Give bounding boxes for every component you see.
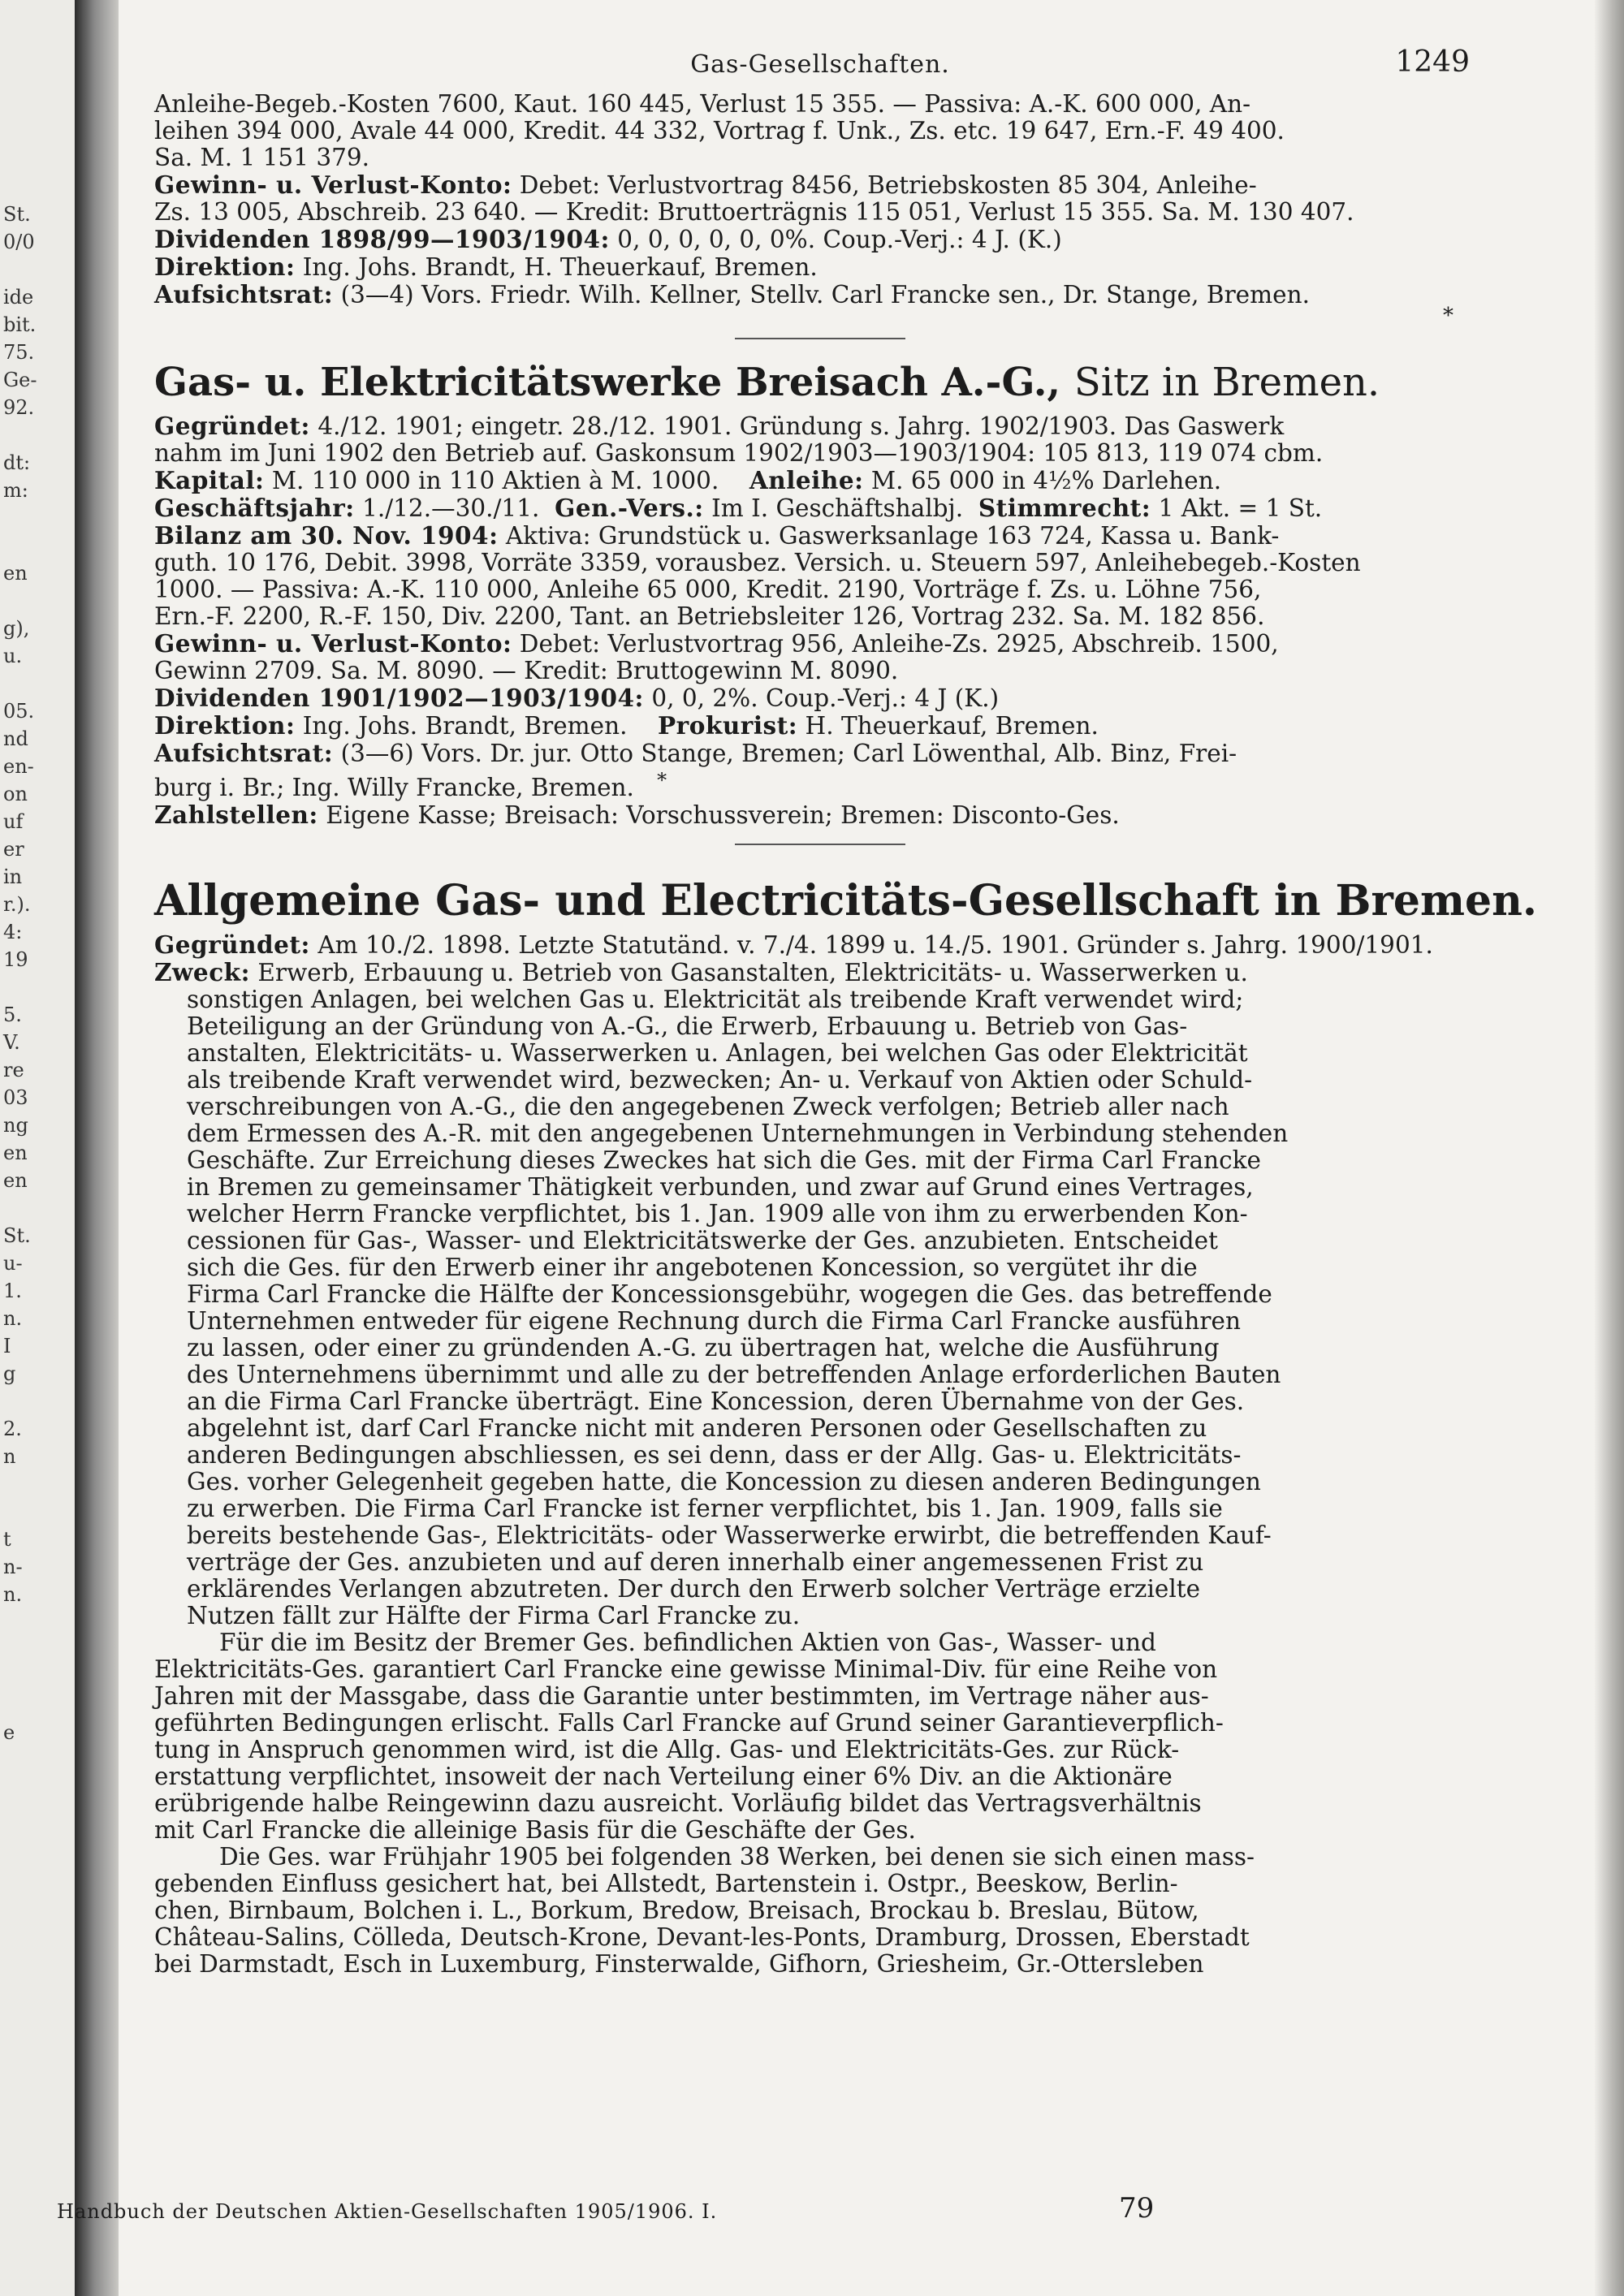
gewinn-text: Debet: Verlustvortrag 956, Anleihe-Zs. 2925, Abschreib. 1500,	[519, 630, 1279, 658]
text-line: Beteiligung an der Gründung von A.-G., die Erwerb, Erbauung u. Betrieb von Gas-	[187, 1012, 1188, 1040]
entry2-title	[154, 359, 1486, 406]
facing-page-fragment-text: Ge-	[3, 369, 37, 391]
facing-page-fragment-text: re	[3, 1059, 24, 1081]
facing-page-fragment-text: 4:	[3, 921, 23, 943]
entry1-gewinn-cont: Zs. 13 005, Abschreib. 23 640. — Kredit: Bruttoerträgnis 115 051, Verlust 15 355. Sa. M. 130 407.	[154, 198, 1354, 226]
entry3-paragraph-2	[154, 1629, 1486, 1844]
entry1-balance-lines	[154, 91, 1486, 171]
footer-title: Handbuch der Deutschen Aktien-Gesellschaften 1905/1906. I.	[57, 2200, 718, 2223]
text-line: Firma Carl Francke die Hälfte der Koncessionsgebühr, wogegen die Ges. das betreffende	[187, 1280, 1272, 1308]
zweck-body	[154, 986, 1486, 1629]
facing-page-fragment-text: 05.	[3, 700, 35, 723]
text-line: Sa. M. 1 151 379.	[154, 144, 370, 171]
facing-page-fragment-text: 2.	[3, 1418, 22, 1440]
zahlstellen-label: Zahlstellen:	[154, 800, 318, 829]
text-line: Anleihe-Begeb.-Kosten 7600, Kaut. 160 445, Verlust 15 355. — Passiva: A.-K. 600 000, An-	[154, 90, 1251, 118]
entry3-title: Allgemeine Gas- und Electricitäts-Gesellschaft in Bremen.	[154, 875, 1537, 926]
facing-page-fragment-text: dt:	[3, 451, 31, 474]
entry1-direktion	[154, 253, 1486, 281]
text-line: verschreibungen von A.-G., die den angegebenen Zweck verfolgen; Betrieb aller nach	[187, 1092, 1229, 1120]
entry2-gegruendet	[154, 412, 1486, 440]
section-divider	[735, 844, 905, 845]
facing-page-fragment-text: n-	[3, 1556, 23, 1578]
facing-page-fragment-text: n.	[3, 1307, 23, 1330]
geschaeftsjahr-label: Geschäftsjahr:	[154, 494, 355, 522]
text-line: anstalten, Elektricitäts- u. Wasserwerken u. Anlagen, bei welchen Gas oder Elektricität	[187, 1038, 1248, 1067]
text-line: abgelehnt ist, darf Carl Francke nicht mit anderen Personen oder Gesellschaften zu	[187, 1413, 1207, 1442]
genvers-text: Im I. Geschäftshalbj.	[711, 494, 964, 522]
entry2-star: *	[657, 769, 667, 792]
entry2-bilanz-line: guth. 10 176, Debit. 3998, Vorräte 3359, vorausbez. Versich. u. Steuern 597, Anleihebegeb.-Kosten	[154, 549, 1361, 576]
text-line: des Unternehmens übernimmt und alle zu der betreffenden Anlage erforderlichen Bauten	[187, 1360, 1281, 1388]
text-line: als treibende Kraft verwendet wird, bezwecken; An- u. Verkauf von Aktien oder Schuld-	[187, 1065, 1253, 1094]
text-line: Unternehmen entweder für eigene Rechnung durch die Firma Carl Francke ausführen	[187, 1306, 1241, 1335]
entry3-gegruendet	[154, 931, 1486, 959]
entry2-bilanz	[154, 522, 1486, 550]
entry2-aufsichtsrat	[154, 740, 1486, 767]
text-line: chen, Birnbaum, Bolchen i. L., Borkum, Bredow, Breisach, Brockau b. Breslau, Bütow,	[154, 1896, 1199, 1924]
kapital-label: Kapital:	[154, 466, 265, 494]
facing-page-fragment-text: I	[3, 1335, 11, 1357]
bilanz-first: Aktiva: Grundstück u. Gaswerksanlage 163 724, Kassa u. Bank-	[505, 522, 1280, 550]
facing-page-fragment-text: 19	[3, 948, 28, 971]
direktion-label: Direktion:	[154, 711, 296, 740]
text-line: zu lassen, oder einer zu gründenden A.-G. zu übertragen hat, welche die Ausführung	[187, 1333, 1220, 1362]
running-title: Gas-Gesellschaften.	[690, 50, 950, 79]
facing-page-fragment-text: en	[3, 1169, 28, 1192]
text-line: zu erwerben. Die Firma Carl Francke ist ferner verpflichtet, bis 1. Jan. 1909, falls sie	[187, 1494, 1223, 1522]
direktion-text: Ing. Johs. Brandt, Bremen.	[302, 712, 628, 740]
facing-page-fragment-text: n	[3, 1445, 16, 1468]
facing-page-fragment-text: 0/0	[3, 231, 35, 253]
facing-page-fragment-text: en	[3, 562, 28, 585]
signature-number: 79	[1119, 2192, 1155, 2225]
dividenden-text: 0, 0, 0, 0, 0, 0%. Coup.-Verj.: 4 J. (K.)	[617, 226, 1062, 253]
facing-page-fragment-text: ng	[3, 1114, 28, 1137]
facing-page-fragment-text: en-	[3, 755, 34, 778]
text-line: Für die im Besitz der Bremer Ges. befindlichen Aktien von Gas-, Wasser- und	[219, 1628, 1156, 1656]
facing-page-fragment-text: on	[3, 783, 28, 805]
page-number: 1249	[1395, 45, 1470, 79]
aufsichtsrat-label: Aufsichtsrat:	[154, 280, 334, 309]
kapital-text: M. 110 000 in 110 Aktien à M. 1000.	[271, 467, 719, 494]
entry1-gewinn	[154, 171, 1486, 199]
stimmrecht-text: 1 Akt. = 1 St.	[1158, 494, 1323, 522]
facing-page-fragment-text: uf	[3, 810, 24, 833]
entry2-title-sitz: Sitz in Bremen.	[1073, 360, 1380, 405]
facing-page-fragment	[0, 0, 75, 2296]
facing-page-fragment-text: m:	[3, 479, 28, 502]
text-line: sich die Ges. für den Erwerb einer ihr angebotenen Koncession, so vergütet ihr die	[187, 1253, 1198, 1281]
text-line: anderen Bedingungen abschliessen, es sei denn, dass er der Allg. Gas- u. Elektricitäts-	[187, 1440, 1242, 1469]
facing-page-fragment-text: V.	[3, 1031, 20, 1054]
text-line: gebenden Einfluss gesichert hat, bei Allstedt, Bartenstein i. Ostpr., Beeskow, Berlin-	[154, 1869, 1178, 1897]
facing-page-fragment-text: nd	[3, 727, 28, 750]
facing-page-fragment-text: St.	[3, 203, 31, 226]
text-line: cessionen für Gas-, Wasser- und Elektricitätswerke der Ges. anzubieten. Entscheidet	[187, 1226, 1218, 1254]
entry-continuation	[154, 90, 1486, 328]
facing-page-fragment-text: en	[3, 1142, 28, 1164]
facing-page-fragment-text: r.).	[3, 893, 31, 916]
facing-page-fragment-text: g),	[3, 617, 30, 640]
text-line: Jahren mit der Massgabe, dass die Garantie unter bestimmten, im Vertrage näher aus-	[154, 1681, 1209, 1710]
anleihe-text: M. 65 000 in 4½% Darlehen.	[870, 467, 1222, 494]
running-head	[154, 42, 1486, 91]
facing-page-fragment-text: e	[3, 1721, 15, 1744]
facing-page-fragment-text: n.	[3, 1583, 23, 1606]
aufsichtsrat-cont-text: burg i. Br.; Ing. Willy Francke, Bremen.	[154, 773, 634, 801]
text-line: Geschäfte. Zur Erreichung dieses Zweckes hat sich die Ges. mit der Firma Carl Francke	[187, 1146, 1261, 1174]
text-line: sonstigen Anlagen, bei welchen Gas u. Elektricität als treibende Kraft verwendet wird;	[187, 985, 1244, 1013]
facing-page-fragment-text: 1.	[3, 1280, 22, 1302]
entry2-aufsichtsrat-cont	[154, 767, 1486, 801]
facing-page-fragment-text: bit.	[3, 313, 37, 336]
aufsichtsrat-text: (3—4) Vors. Friedr. Wilh. Kellner, Stellv. Carl Francke sen., Dr. Stange, Bremen.	[340, 281, 1310, 309]
facing-page-fragment-text: 75.	[3, 341, 35, 364]
entry2-gegruendet-cont: nahm im Juni 1902 den Betrieb auf. Gaskonsum 1902/1903—1903/1904: 105 813, 119 074 cbm.	[154, 439, 1324, 467]
text-line: dem Ermessen des A.-R. mit den angegebenen Unternehmungen in Verbindung stehenden	[187, 1119, 1289, 1147]
text-line: bereits bestehende Gas-, Elektricitäts- oder Wasserwerke erwirbt, die betreffenden Kauf-	[187, 1521, 1272, 1549]
facing-page-fragment-text: u-	[3, 1252, 23, 1275]
text-line: an die Firma Carl Francke überträgt. Eine Koncession, deren Übernahme von der Ges.	[187, 1387, 1245, 1415]
entry2-dividenden	[154, 684, 1486, 712]
entry-breisach	[154, 359, 1486, 829]
entry2-direktion	[154, 712, 1486, 740]
facing-page-fragment-text: ide	[3, 286, 34, 309]
facing-page-fragment-text: t	[3, 1528, 11, 1551]
entry2-bilanz-line: 1000. — Passiva: A.-K. 110 000, Anleihe 65 000, Kredit. 2190, Vorträge f. Zs. u. Löhne 756,	[154, 576, 1262, 603]
prokurist-text: H. Theuerkauf, Bremen.	[805, 712, 1099, 740]
gewinn-label: Gewinn- u. Verlust-Konto:	[154, 170, 512, 199]
entry1-dividenden	[154, 226, 1486, 253]
entry2-geschaeftsjahr	[154, 494, 1486, 522]
gegruendet-text: 4./12. 1901; eingetr. 28./12. 1901. Gründung s. Jahrg. 1902/1903. Das Gaswerk	[317, 412, 1285, 440]
text-line: erübrigende halbe Reingewinn dazu ausreicht. Vorläufig bildet das Vertragsverhältnis	[154, 1789, 1202, 1817]
facing-page-fragment-text: er	[3, 838, 24, 861]
text-line: mit Carl Francke die alleinige Basis für die Geschäfte der Ges.	[154, 1815, 916, 1844]
text-line: leihen 394 000, Avale 44 000, Kredit. 44 332, Vortrag f. Unk., Zs. etc. 19 647, Ern.-F. 49 400.	[154, 117, 1285, 145]
entry1-star: *	[1443, 304, 1453, 328]
entry-allgemeine	[154, 875, 1537, 1978]
gegruendet-label: Gegründet:	[154, 930, 310, 959]
entry2-zahlstellen	[154, 801, 1486, 829]
facing-page-fragment-text: 03	[3, 1086, 28, 1109]
text-line: bei Darmstadt, Esch in Luxemburg, Finsterwalde, Gifhorn, Griesheim, Gr.-Ottersleben	[154, 1949, 1204, 1978]
dividenden-label: Dividenden 1898/99—1903/1904:	[154, 225, 610, 253]
aufsichtsrat-text: (3—6) Vors. Dr. jur. Otto Stange, Bremen; Carl Löwenthal, Alb. Binz, Frei-	[340, 740, 1237, 767]
geschaeftsjahr-text: 1./12.—30./11.	[362, 494, 540, 522]
entry2-kapital	[154, 467, 1486, 494]
text-line: in Bremen zu gemeinsamer Thätigkeit verbunden, und zwar auf Grund eines Vertrages,	[187, 1172, 1254, 1201]
page-edge	[1595, 0, 1624, 2296]
entry2-gewinn	[154, 630, 1486, 658]
facing-page-fragment-text: g	[3, 1362, 16, 1385]
facing-page-fragment-text: 92.	[3, 396, 35, 419]
facing-page-fragment-text: in	[3, 865, 23, 888]
gewinn-label: Gewinn- u. Verlust-Konto:	[154, 629, 512, 658]
book-page	[154, 42, 1537, 1978]
genvers-label: Gen.-Vers.:	[555, 494, 704, 522]
zweck-first: Erwerb, Erbauung u. Betrieb von Gasanstalten, Elektricitäts- u. Wasserwerken u.	[257, 958, 1248, 986]
aufsichtsrat-label: Aufsichtsrat:	[154, 739, 334, 767]
stimmrecht-label: Stimmrecht:	[978, 494, 1151, 522]
entry2-gewinn-cont: Gewinn 2709. Sa. M. 8090. — Kredit: Bruttogewinn M. 8090.	[154, 657, 899, 684]
gegruendet-text: Am 10./2. 1898. Letzte Statutänd. v. 7./4. 1899 u. 14./5. 1901. Gründer s. Jahrg. 1900/1901.	[317, 930, 1433, 959]
zahlstellen-text: Eigene Kasse; Breisach: Vorschussverein; Bremen: Disconto-Ges.	[326, 801, 1120, 829]
entry2-title-name: Gas- u. Elektricitätswerke Breisach A.-G.,	[154, 360, 1061, 405]
facing-page-fragment-text: 5.	[3, 1003, 22, 1026]
entry3-paragraph-3	[154, 1844, 1486, 1978]
entry3-zweck	[154, 959, 1486, 986]
text-line: geführten Bedingungen erlischt. Falls Carl Francke auf Grund seiner Garantieverpflich-	[154, 1708, 1224, 1737]
text-line: Nutzen fällt zur Hälfte der Firma Carl Francke zu.	[187, 1601, 801, 1629]
facing-page-fragment-text: u.	[3, 645, 23, 667]
text-line: Elektricitäts-Ges. garantiert Carl Francke eine gewisse Minimal-Div. für eine Reihe von	[154, 1655, 1218, 1683]
book-gutter	[75, 0, 119, 2296]
entry1-aufsichtsrat	[154, 281, 1486, 309]
page-footer	[0, 2192, 1624, 2241]
text-line: verträge der Ges. anzubieten und auf deren innerhalb einer angemessenen Frist zu	[187, 1547, 1204, 1576]
text-line: erstattung verpflichtet, insoweit der nach Verteilung einer 6% Div. an die Aktionäre	[154, 1762, 1173, 1790]
facing-page-fragment-text: St.	[3, 1224, 31, 1247]
text-line: tung in Anspruch genommen wird, ist die Allg. Gas- und Elektricitäts-Ges. zur Rück-	[154, 1735, 1180, 1763]
direktion-label: Direktion:	[154, 252, 296, 281]
dividenden-label: Dividenden 1901/1902—1903/1904:	[154, 684, 644, 712]
entry2-bilanz-line: Ern.-F. 2200, R.-F. 150, Div. 2200, Tant. an Betriebsleiter 126, Vortrag 232. Sa. M. 182 856.	[154, 602, 1265, 630]
text-line: welcher Herrn Francke verpflichtet, bis 1. Jan. 1909 alle von ihm zu erwerbenden Kon-	[187, 1199, 1248, 1228]
direktion-text: Ing. Johs. Brandt, H. Theuerkauf, Bremen.	[302, 253, 818, 281]
bilanz-label: Bilanz am 30. Nov. 1904:	[154, 521, 499, 550]
section-divider	[735, 338, 905, 339]
prokurist-label: Prokurist:	[657, 711, 798, 740]
dividenden-text: 0, 0, 2%. Coup.-Verj.: 4 J (K.)	[651, 684, 1000, 712]
anleihe-label: Anleihe:	[749, 466, 864, 494]
text-line: Die Ges. war Frühjahr 1905 bei folgenden 38 Werken, bei denen sie sich einen mass-	[219, 1842, 1255, 1871]
text-line: Château-Salins, Cölleda, Deutsch-Krone, Devant-les-Ponts, Dramburg, Drossen, Eberstadt	[154, 1923, 1250, 1951]
gewinn-text: Debet: Verlustvortrag 8456, Betriebskosten 85 304, Anleihe-	[519, 171, 1257, 199]
text-line: erklärendes Verlangen abzutreten. Der durch den Erwerb solcher Verträge erzielte	[187, 1574, 1201, 1603]
zweck-label: Zweck:	[154, 957, 250, 986]
text-line: Ges. vorher Gelegenheit gegeben hatte, die Koncession zu diesen anderen Bedingungen	[187, 1467, 1261, 1495]
gegruendet-label: Gegründet:	[154, 412, 310, 440]
